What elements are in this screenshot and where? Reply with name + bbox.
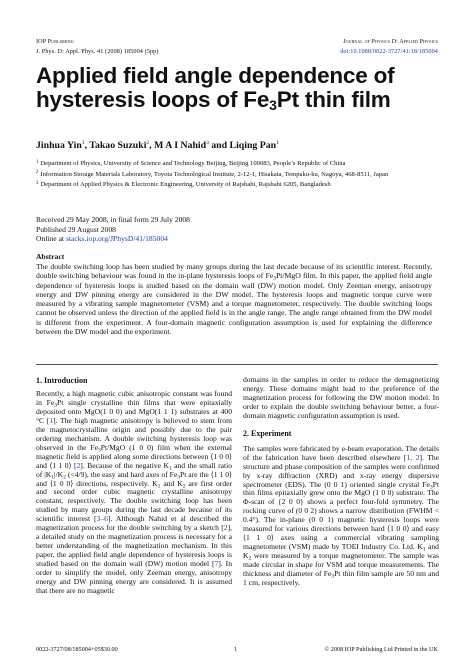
citation-link[interactable]: 7 xyxy=(214,559,219,569)
online-link[interactable]: stacks.iop.org/JPhysD/41/185004 xyxy=(65,234,168,244)
section-heading-introduction: 1. Introduction xyxy=(36,376,88,385)
introduction-continued: domains in the samples in order to reduce the demagnetizing energy. These domains might lead to the preference of the magnetization process for following the DW motion model. In order to explain the double switching behaviour better, a four-domain magnetic configuration assumption is used. xyxy=(243,375,439,420)
journal-name: Journal of Physics D: Applied Physics xyxy=(343,38,438,45)
author-name: Liqing Pan xyxy=(229,140,277,151)
affiliations xyxy=(36,160,396,192)
author-name: M A I Nahid xyxy=(154,140,207,151)
right-column xyxy=(243,376,439,588)
published-date: Published 29 August 2008 xyxy=(36,224,116,234)
author-name: Takao Suzuki xyxy=(89,140,147,151)
publisher-name: IOP Publishing xyxy=(36,38,74,45)
citation-link[interactable]: 1 xyxy=(49,415,54,425)
abstract-divider xyxy=(36,364,438,365)
citation: J. Phys. D: Appl. Phys. 41 (2008) 185004 (5pp) xyxy=(36,48,159,55)
citation-link[interactable]: 1, 2 xyxy=(406,452,420,462)
author-list: Jinhua Yin$^1$, Takao Suzuki$^2$, M A I Nahid$^3$ and Liqing Pan$^1$ xyxy=(36,140,279,151)
doi-link[interactable]: doi:10.1088/0022-3727/41/18/185004 xyxy=(340,48,438,55)
title-line-2: hysteresis loops of $Fe_3Pt$ thin film xyxy=(36,86,391,113)
online-line: Online at stacks.iop.org/JPhysD/41/185004 xyxy=(36,234,168,244)
experiment-text: The samples were fabricated by e-beam evaporation. The details of the fabrication have been described elsewhere [1, 2]. The structure and phase composition of the samples were confirmed by x-ray diffraction (XRD) and x-ray energy dispersive spectrometer (EDS). The (0 0 1) oriented single crystal $Fe_3Pt$ thin films epitaxially grew onto the MgO (1 0 0) substrate. The Φ-scan of {2 0 0} shows a perfect four-fold symmetry. The rocking curve of (0 0 2) shows a narrow distribution (FWHM < 0.4°). The in-plane (0 0 1) magnetic hysteresis loops were measured for various directions between hard ⟨1 0 0⟩ and easy ⟨1 1 0⟩ axes using a commercial vibrating sampling magnetometer (VSM) made by TOEI Industry Co. Ltd. $K_1$ and $K_2$ were measured by a torque magnetometer. The sample was made circular in shape for VSM and torque measurements. The thickness and diameter of $Fe_3Pt$ thin film sample are 50 nm and 1 cm, respectively. xyxy=(243,443,440,588)
citation-link[interactable]: 3–6 xyxy=(96,514,108,524)
introduction-text: Recently, a high magnetic cubic anisotropic constant was found in $Fe_3Pt$ single crystalline thin films that were epitaxially deposited onto MgO(1 0 0) and MgO(1 1 1) substrates at 400 °C [1]. The high magnetic anisotropy is believed to stem from the magnetocrystalline origin and possibly due to the pair ordering mechanism. A double switching hysteresis loop was observed in the $Fe_3Pt$/MgO (1 0 0) film when the external magnetic field is applied along some directions between ⟨1 0 0⟩ and ⟨1 1 0⟩ [2]. Because of the negative $K_1$ and the small ratio of $|K_1|/K_2$ (<4/9), the easy and hard axes of $Fe_3Pt$ are the ⟨1 1 0⟩ and ⟨1 0 0⟩ directions, respectively. $K_1$ and $K_2$ are first order and second order cubic magnetic crystalline anisotropy constant, respectively. The double switching loop has been studied by many groups during the last decade because of its scientific interest [3–6]. Although Nahid et al described the magnetization process for the double switching by a sketch [2], a detailed study on the magnetization process is necessary for a better understanding of the magnetization mechanism. In this paper, the applied field angle dependence of hysteresis loops is studied based on the domain wall (DW) motion model [7]. In order to simplify the model, only Zeeman energy, anisotropy energy and DW pinning energy are considered. It is assumed that there are no magnetic xyxy=(36,389,233,595)
abstract-heading: Abstract xyxy=(36,252,65,261)
citation-link[interactable]: 2 xyxy=(223,523,228,533)
footer-copyright: © 2008 IOP Publishing Ltd Printed in the UK xyxy=(324,646,438,653)
title-line-1: Applied field angle dependence of xyxy=(36,63,395,88)
citation-link[interactable]: 2 xyxy=(76,460,81,470)
affiliation-1: $^1$ Department of Physics, University of Science and Technology Beijing, Beijing 100083, People’s Republic of China xyxy=(36,159,346,167)
footer-code: 0022-3727/08/185004+05$30.00 xyxy=(36,646,118,653)
page-number: 1 xyxy=(234,646,238,653)
author-name: Jinhua Yin xyxy=(36,140,82,151)
publication-dates xyxy=(36,215,190,244)
affiliation-2: $^2$ Information Storage Materials Laboratory, Toyota Technological Institute, 2-12-1, Hisakata, Tempaku-ku, Nagoya, 468-8511, Japan xyxy=(36,170,389,178)
affiliation-3: $^3$ Department of Applied Physics & Electronic Engineering, University of Rajshahi, Rajshahi 6205, Bangladesh xyxy=(36,180,331,188)
abstract-text: The double switching loop has been studied by many groups during the last decade because of its scientific interest. Recently, double switching behaviour was found in the in-plane hysteresis loops of $Fe_3Pt$/MgO film. In this paper, the applied field angle dependence of hysteresis loops is studied based on the domain wall (DW) motion model. Only Zeeman energy, anisotropy energy and DW pinning energy are considered in the DW model. The hysteresis loops and magnetic torque curve were measured by a vibrating sample magnetometer (VSM) and a torque magnetometer, respectively. The double switching loops cannot be observed unless the direction of the applied field is in the angle range. The angle range obtained from the DW model is different from the experiment. A four-domain magnetic configuration assumption is used for explaining the difference between the DW model and the experiment. xyxy=(36,262,432,337)
received-date: Received 29 May 2008, in final form 29 July 2008 xyxy=(36,215,190,224)
section-heading-experiment: 2. Experiment xyxy=(243,428,292,438)
paper-title xyxy=(36,64,446,111)
